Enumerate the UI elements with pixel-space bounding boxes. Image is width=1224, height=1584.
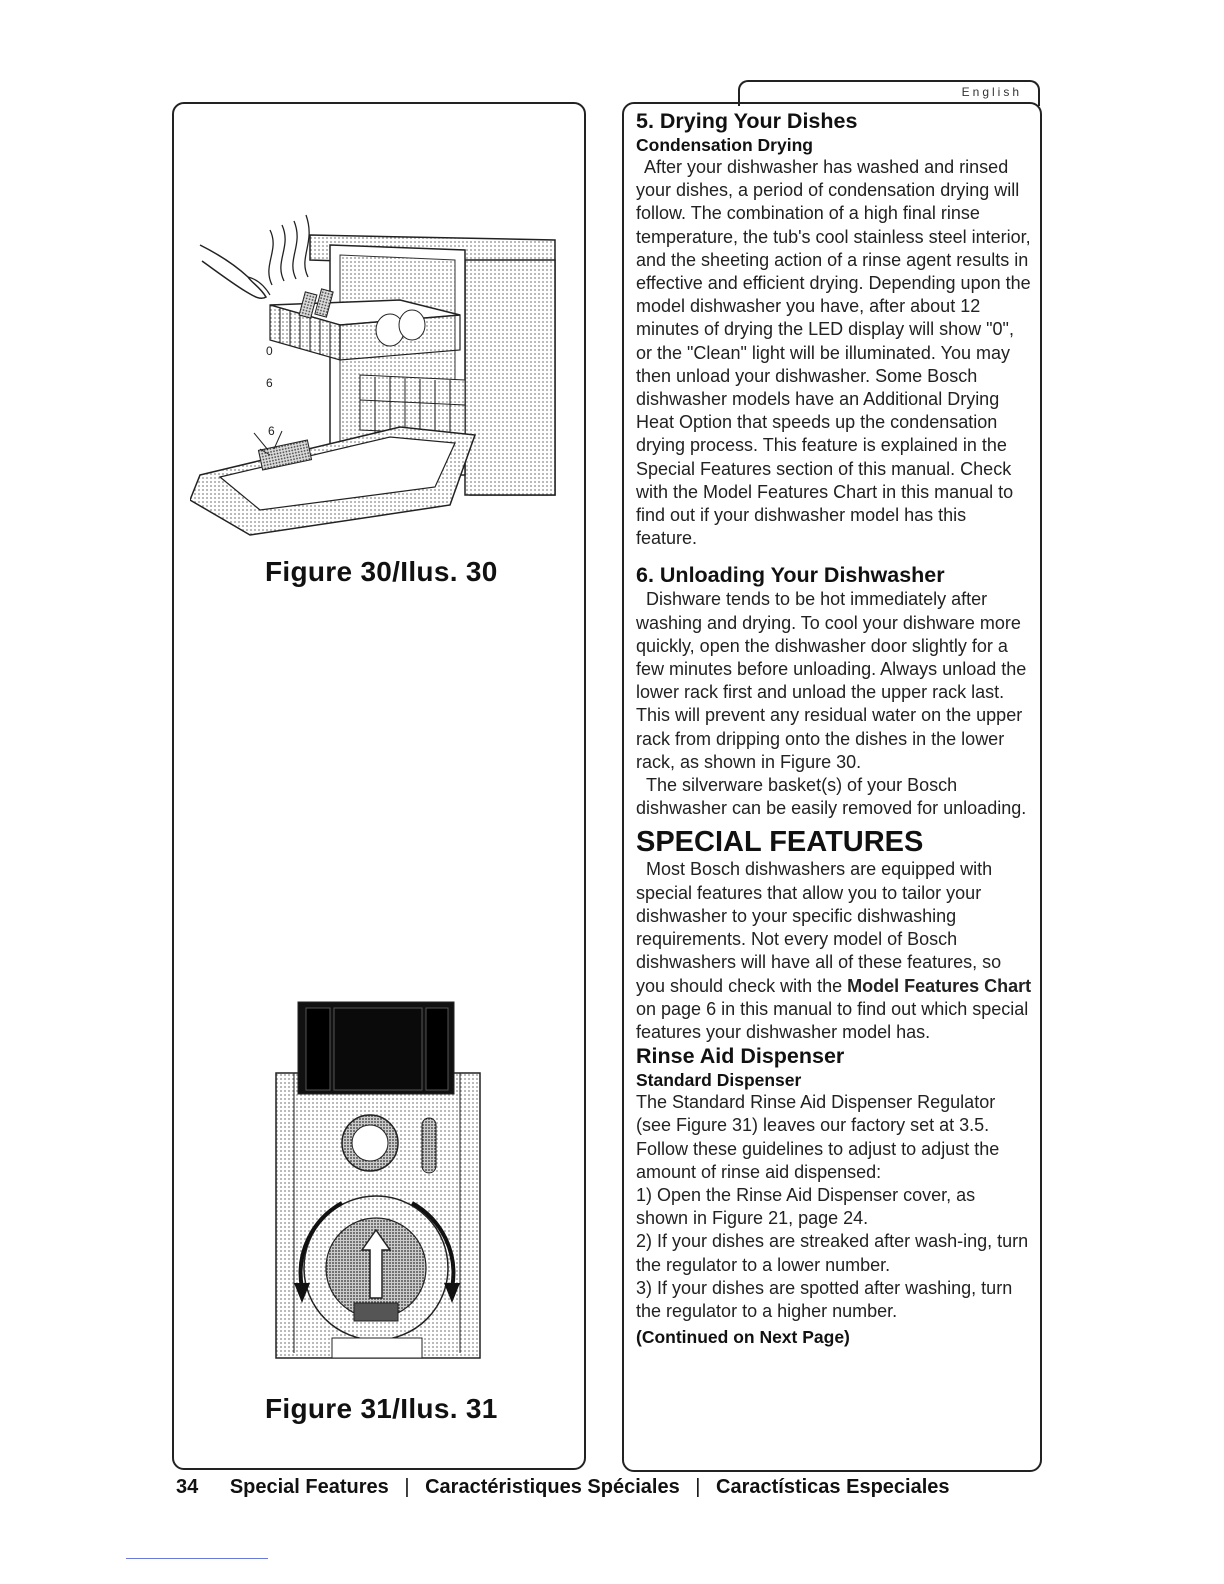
section-5-subtitle: Condensation Drying [636, 135, 813, 155]
footer-title-spanish: Caractísticas Especiales [716, 1476, 950, 1498]
special-features-intro [636, 858, 1032, 1044]
special-features-intro-after: on page 6 in this manual to find out which special features your dishwasher model has. [636, 998, 1029, 1042]
footer-title-french: Caractéristiques Spéciales [425, 1476, 680, 1498]
bottom-rule [126, 1558, 268, 1559]
section-5-title: 5. Drying Your Dishes [636, 109, 858, 133]
figure-30-dishwasher-illustration [190, 205, 570, 545]
rinse-aid-step-3: 3) If your dishes are spotted after washing, turn the regulator to a higher number. [636, 1277, 1013, 1321]
page-number: 34 [176, 1476, 199, 1498]
svg-text:6: 6 [266, 376, 273, 390]
section-6-paragraph-1: Dishware tends to be hot immediately after washing and drying. To cool your dishware more quickly, open the dishwasher door slightly for a few minutes before unloading. Always unload the lower rack first and unload the upper rack last. This will prevent any residual water on the upper rack from dripping onto the dishes in the lower rack, as shown in Figure 30. [636, 589, 1027, 772]
svg-text:0: 0 [266, 344, 273, 358]
footer-title-english: Special Features [229, 1476, 389, 1498]
rinse-aid-subtitle: Standard Dispenser [636, 1070, 802, 1091]
special-features-title: SPECIAL FEATURES [636, 826, 924, 859]
rinse-aid-paragraph: The Standard Rinse Aid Dispenser Regulator (see Figure 31) leaves our factory set at 3.5. Follow these guidelines to adjust to adjust the amount of rinse aid dispensed: [636, 1092, 1000, 1182]
figure-31-rinse-aid-dispenser-illustration [272, 998, 484, 1364]
section-6-title: 6. Unloading Your Dishwasher [636, 563, 945, 588]
continued-note: (Continued on Next Page) [636, 1327, 850, 1348]
section-5-paragraph: After your dishwasher has washed and rinsed your dishes, a period of condensation drying will follow. The combination of a high final rinse temperature, the tub's cool stainless steel interior, and the sheeting action of a rinse agent results in effective and efficient drying. Depending upon the model dishwasher you have, after about 12 minutes of drying the LED display will show "0", or the "Clean" light will be illuminated. You may then unload your dishwasher. Some Bosch dishwasher models have an Additional Drying Heat Option that speeds up the condensation drying process. This feature is explained in the Special Features section of this manual. Check with the Model Features Chart in this manual to find out if your dishwasher model has this feature. [636, 157, 1031, 549]
figure-30-caption: Figure 30/Ilus. 30 [265, 556, 498, 587]
footer-separator-2: | [695, 1476, 701, 1498]
footer-separator-1: | [404, 1476, 410, 1498]
main-text-column [636, 108, 1032, 1348]
model-features-chart-reference: Model Features Chart [847, 975, 1032, 996]
rinse-aid-step-2: 2) If your dishes are streaked after wash-ing, turn the regulator to a lower number. [636, 1231, 1029, 1275]
figure-31-caption: Figure 31/Ilus. 31 [265, 1393, 498, 1424]
rinse-aid-title: Rinse Aid Dispenser [636, 1044, 845, 1069]
page-footer [176, 1476, 950, 1499]
special-features-intro-before: Most Bosch dishwashers are equipped with special features that allow you to tailor your dishwasher to your specific dishwashing requirements. Not every model of Bosch dishwashers will have all of these features, so you should check with the [636, 859, 1002, 996]
language-label: English [961, 85, 1022, 99]
svg-text:6: 6 [268, 424, 275, 438]
section-6-paragraph-2: The silverware basket(s) of your Bosch dishwasher can be easily removed for unloading. [636, 775, 1027, 819]
rinse-aid-step-1: 1) Open the Rinse Aid Dispenser cover, as shown in Figure 21, page 24. [636, 1184, 976, 1229]
